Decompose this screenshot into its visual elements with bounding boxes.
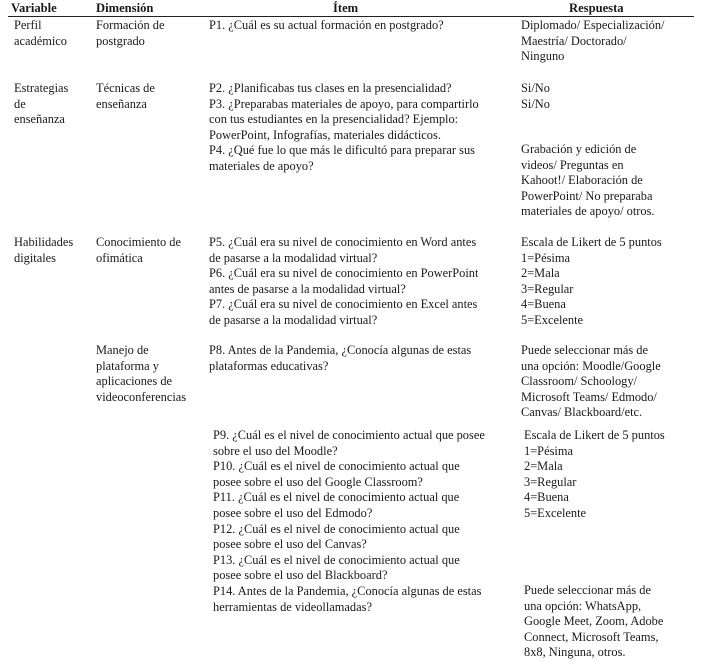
response-p8: Puede seleccionar más de una opción: Moodle/Google Classroom/ Schoology/ Microsoft Teams/ Edmodo/ Canvas/ Blackboard/etc.: [521, 343, 661, 420]
header-variable: Variable: [11, 1, 57, 15]
item-p8: P8. Antes de la Pandemia, ¿Conocía algunas de estas plataformas educativas?: [209, 343, 472, 373]
dimension-formacion: Formación de postgrado: [96, 18, 165, 48]
variable-estrategias: Estrategias de enseñanza: [14, 81, 69, 127]
response-p9-p13: Escala de Likert de 5 puntos 1=Pésima 2=Mala 3=Regular 4=Buena 5=Excelente: [524, 428, 665, 520]
dimension-ofimatica: Conocimiento de ofimática: [96, 235, 181, 265]
header-item: Ítem: [333, 1, 359, 15]
response-p2-p3: Si/No Si/No: [521, 81, 550, 111]
dimension-tecnicas: Técnicas de enseñanza: [96, 81, 155, 111]
item-p9-p14: P9. ¿Cuál es el nivel de conocimiento actual que posee sobre el uso del Moodle? P10. ¿Cuál es el nivel de conocimiento actual que posee sobre el uso del Google Classroom? P11. ¿Cuál es el nivel de conocimiento actual que posee sobre el uso del Edmodo? P12. ¿Cuál es el nivel de conocimiento actual que posee sobre el uso del Canvas? P13. ¿Cuál es el nivel de conocimiento actual que posee sobre el uso del Blackboard? P14. Antes de la Pandemia, ¿Conocía algunas de estas herramientas de videollamadas?: [213, 428, 485, 614]
variable-habilidades: Habilidades digitales: [14, 235, 74, 265]
item-p2-p4: P2. ¿Planificabas tus clases en la presencialidad? P3. ¿Preparabas materiales de apoyo, para compartirlo con tus estudiantes en la presencialidad? Ejemplo: PowerPoint, Infografías, materiales didácticos. P4. ¿Qué fue lo que más le dificultó para preparar sus materiales de apoyo?: [209, 81, 479, 173]
response-p5-p7: Escala de Likert de 5 puntos 1=Pésima 2=Mala 3=Regular 4=Buena 5=Excelente: [521, 235, 662, 327]
response-p1: Diplomado/ Especialización/ Maestría/ Doctorado/ Ninguno: [521, 18, 665, 64]
item-p5-p7: P5. ¿Cuál era su nivel de conocimiento en Word antes de pasarse a la modalidad virtual? P6. ¿Cuál era su nivel de conocimiento en PowerPoint antes de pasarse a la modalidad virtual? P7. ¿Cuál era su nivel de conocimiento en Excel antes de pasarse a la modalidad virtual?: [209, 235, 479, 327]
item-p1: P1. ¿Cuál es su actual formación en postgrado?: [209, 18, 444, 32]
response-p14: Puede seleccionar más de una opción: WhatsApp, Google Meet, Zoom, Adobe Connect, Microsoft Teams, 8x8, Ninguna, otros.: [524, 583, 664, 660]
response-p4: Grabación y edición de videos/ Preguntas en Kahoot!/ Elaboración de PowerPoint/ No preparaba materiales de apoyo/ otros.: [521, 142, 655, 219]
header-response: Respuesta: [569, 1, 624, 15]
variable-perfil: Perfil académico: [14, 18, 67, 48]
header-dimension: Dimensión: [96, 1, 154, 15]
dimension-plataforma: Manejo de plataforma y aplicaciones de videoconferencias: [96, 343, 187, 404]
header-rule: [8, 16, 694, 17]
